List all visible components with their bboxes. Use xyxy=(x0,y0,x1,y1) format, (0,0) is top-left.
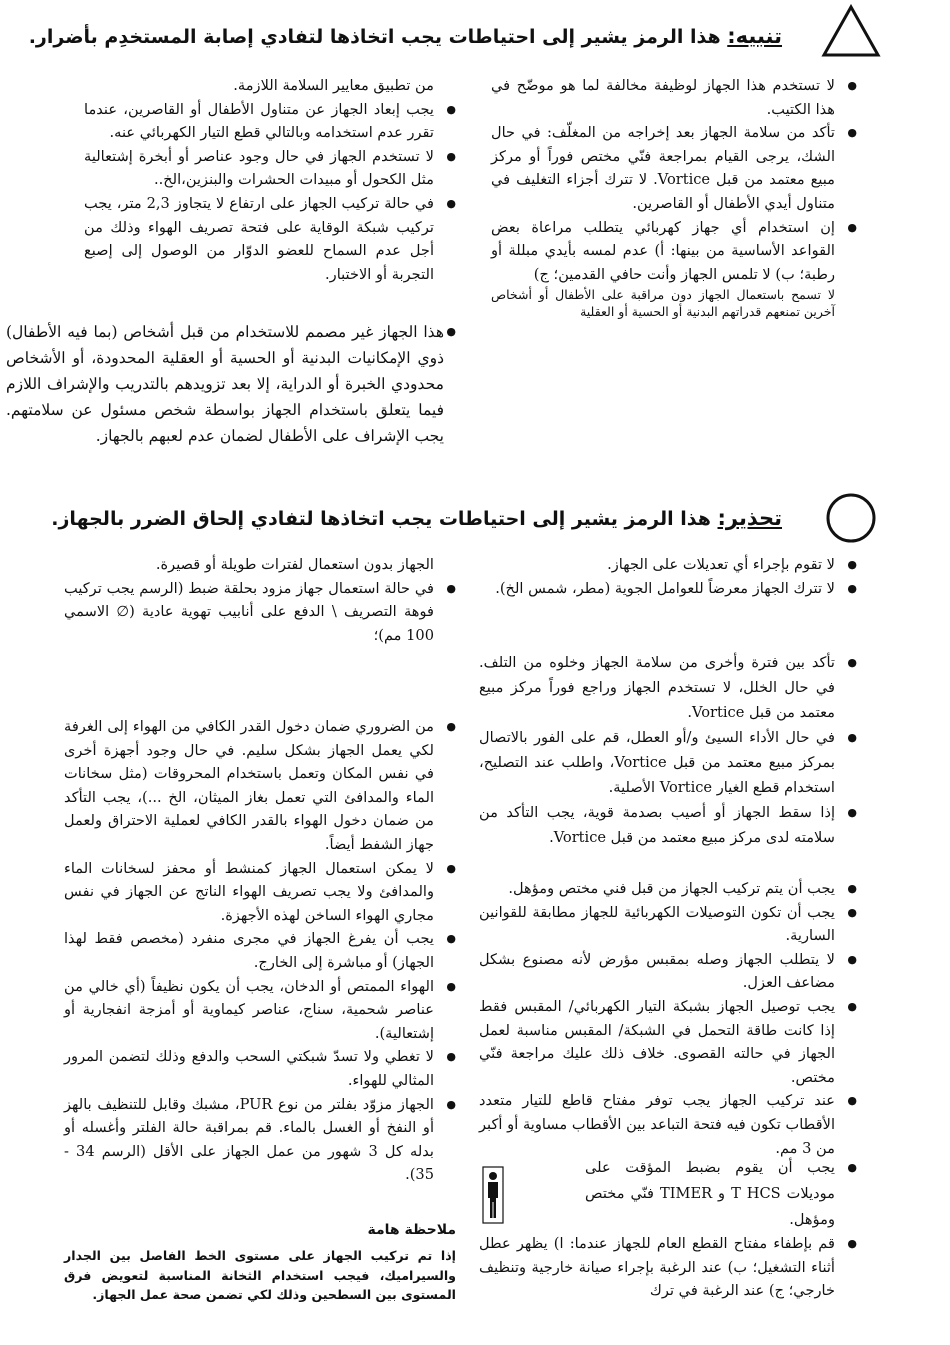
note-heading: ملاحظة هامة xyxy=(367,1222,456,1238)
caution-keyword: تنبيه: xyxy=(727,24,782,48)
warning-item-3: ● تأكد بين فترة وأخرى من سلامة الجهاز وخلوه من التلف. في حال الخلل، لا تستخدم الجهاز وراجع فوراً مركز مبيع معتمد من قبل Vortice. xyxy=(479,650,857,725)
warning-item-1: ● لا تقوم بإجراء أي تعديلات على الجهاز. xyxy=(479,553,857,577)
warning-item-5: ● إذا سقط الجهاز أو أصيب بصدمة قوية، يجب التأكد من سلامته لدى مركز مبيع معتمد من قبل Vortice. xyxy=(479,800,857,850)
warning-right-column-d xyxy=(479,1232,857,1303)
warning-item-13: ● في حالة استعمال جهاز مزود بحلقة ضبط (الرسم يجب تركيب فوهة التصريف \ الدفع على أنابيب تهوية عادية (∅ الاسمي 100 مم)؛ xyxy=(64,577,456,648)
warning-item-4: ● في حال الأداء السيئ و/أو العطل، قم على الفور بالاتصال بمركز مبيع معتمد من قبل Vortice، واطلب عند التصليح، استخدام قطع الغيار Vortice الأصلية. xyxy=(479,725,857,800)
warning-title xyxy=(51,506,782,530)
warning-item-9: ● يجب توصيل الجهاز بشبكة التيار الكهربائي/ المقبس فقط إذا كانت طاقة التحمل في الشبكة/ المقبس مناسبة لعمل الجهاز في حالته القصوى. خلاف ذلك عليك مراجعة فنّي مختص. xyxy=(479,995,857,1089)
caution-item-3-small: لا تسمح باستعمال الجهاز دون مراقبة على الأطفال أو أشخاص آخرين تمنعهم قدراتهم البدنية أو الحسية أو العقلية xyxy=(491,287,835,320)
warning-item-16: ● يجب أن يفرغ الجهاز في مجرى منفرد (مخصص فقط لهذا الجهاز) أو مباشرة إلى الخارج. xyxy=(64,927,456,974)
caution-item-5: ● لا تستخدم الجهاز في حال وجود عناصر أو أبخرة إشتعالية مثل الكحول أو مبيدات الحشرات والبنزين،الخ.. xyxy=(84,145,456,192)
warning-right-column-c xyxy=(479,877,857,1160)
caution-item-6: ● في حالة تركيب الجهاز على ارتفاع لا يتجاوز 2,3 متر، يجب تركيب شبكة الوقاية على فتحة تصريف الهواء وذلك من أجل عدم السماح للعضو الدوّار من الوصول إلى إصبع التجربة أو الاختبار. xyxy=(84,192,456,286)
warning-item-8: ● لا يتطلب الجهاز وصله بمقبس مؤرض لأنه مصنوع بشكل مضاعف العزل. xyxy=(479,948,857,995)
caution-title-text: هذا الرمز يشير إلى احتياطات يجب اتخاذها لتفادي إصابة المستخدِم بأضرار. xyxy=(28,26,728,48)
caution-circle-icon xyxy=(825,492,877,544)
warning-item-14: ● من الضروري ضمان دخول القدر الكافي من الهواء إلى الغرفة لكي يعمل الجهاز بشكل سليم. في حال وجود أجهزة أخرى في نفس المكان وتعمل باستخدام المحروقات (مثل سخانات الماء والمدافئ التي تعمل بغاز الميثان، الخ ...)، يجب التأكد من ضمان دخول الهواء بالقدر الكافي لعملية الاحتراق ولعمل جهاز الشفط أيضاً. xyxy=(64,715,456,857)
warning-item-7: ● يجب أن تكون التوصيلات الكهربائية للجهاز مطابقة للقوانين السارية. xyxy=(479,901,857,948)
warning-left-continuation: الجهاز بدون استعمال لفترات طويلة أو قصيرة. xyxy=(155,556,434,573)
warning-item-19: ● الجهاز مزوّد بفلتر من نوع PUR، مشبك وقابل للتنظيف بالهز أو النفخ أو الغسل بالماء. قم بمراقبة حالة الفلتر وأغسله أو بدله كل 3 شهور من عمل الجهاز على الأقل (الرسم 34 - 35). xyxy=(64,1093,456,1187)
caution-wide-item: ● هذا الجهاز غير مصمم للاستخدام من قبل أشخاص (بما فيه الأطفال) ذوي الإمكانيات البدنية أو الحسية أو العقلية المحدودة، أو الأشخاص محدودي الخبرة أو الدراية، إلا بعد تزويدهم بالتدريب والإشراف اللازم فيما يتعلق باستخدام الجهاز بواسطة شخص مسئول عن سلامتهم. يجب الإشراف على الأطفال لضمان عدم لعبهم بالجهاز. xyxy=(6,319,456,449)
caution-item-3: ● إن استخدام أي جهاز كهربائي يتطلب مراعاة بعض القواعد الأساسية من بينها: أ) عدم لمسه بأيدي مبللة أو رطبة؛ ب) لا تلمس الجهاز وأنت حافي القدمين؛ ج) xyxy=(491,216,857,287)
warning-keyword: تحذير: xyxy=(717,506,782,530)
warning-title-text: هذا الرمز يشير إلى احتياطات يجب اتخاذها لتفادي إلحاق الضرر بالجهاز. xyxy=(51,508,718,530)
note-text: إذا تم تركيب الجهاز على مستوى الخط الفاصل بين الجدار والسيراميك، فيجب استخدام الثخانة المناسبة لتعويض فرق المستوى بين السطحين وذلك لكي تضمن صحة عمل الجهاز. xyxy=(64,1248,456,1302)
warning-left-column-b xyxy=(64,715,456,1187)
warning-item-17: ● الهواء الممتص أو الدخان، يجب أن يكون نظيفاً (أي خالي من عناصر شحمية، سناج، عناصر كيماوية أو أمزجة انفجارية أو إشتعالية). xyxy=(64,975,456,1046)
warning-right-column-b xyxy=(479,650,857,850)
caution-title xyxy=(28,24,782,48)
warning-triangle-icon xyxy=(821,4,881,58)
warning-item-12: ● قم بإطفاء مفتاح القطع العام للجهاز عندما: ا) يظهر عطل أثناء التشغيل؛ ب) عند الرغبة بإجراء صيانة خارجية وتنظيف خارجي؛ ج) عند الرغبة في ترك xyxy=(479,1232,857,1303)
caution-item-1: ● لا تستخدم هذا الجهاز لوظيفة مخالفة لما هو موضّح في هذا الكتيب. xyxy=(491,74,857,121)
caution-item-2: ● تأكد من سلامة الجهاز بعد إخراجه من المغلّف: في حال الشك، يرجى القيام بمراجعة فنّي مختص فوراً أو مركز مبيع معتمد من قبل Vortice. لا تترك أجزاء التغليف في متناول أيدي الأطفال أو القاصرين. xyxy=(491,121,857,215)
caution-right-column xyxy=(491,74,857,320)
technician-icon xyxy=(482,1166,504,1224)
caution-left-continuation: من تطبيق معايير السلامة اللازمة. xyxy=(233,77,434,94)
warning-timer-item: ● يجب أن يقوم بضبط المؤقت على موديلات T HCS و TIMER فنّي مختص ومؤهل. xyxy=(585,1155,857,1233)
warning-item-10: ● عند تركيب الجهاز يجب توفر مفتاح قاطع للتيار متعدد الأقطاب تكون فيه فتحة التباعد بين الأقطاب مساوية أو أكبر من 3 مم. xyxy=(479,1089,857,1160)
warning-item-15: ● لا يمكن استعمال الجهاز كمنشط أو محفز لسخانات الماء والمدافئ ولا يجب تصريف الهواء الناتج عن الجهاز في نفس مجاري الهواء الساخن لهذه الأجهزة. xyxy=(64,857,456,928)
warning-item-6: ● يجب أن يتم تركيب الجهاز من قبل فني مختص ومؤهل. xyxy=(479,877,857,901)
warning-item-2: ● لا تترك الجهاز معرضاً للعوامل الجوية (مطر، شمس الخ). xyxy=(479,577,857,601)
warning-item-18: ● لا تغطي ولا تسدّ شبكتي السحب والدفع وذلك لتضمن المرور المثالي للهواء. xyxy=(64,1045,456,1092)
warning-right-column-a xyxy=(479,553,857,600)
caution-item-4: ● يجب إبعاد الجهاز عن متناول الأطفال أو القاصرين، عندما تقرر عدم استخدامه وبالتالي قطع التيار الكهربائي عنه. xyxy=(84,98,456,145)
caution-left-column xyxy=(84,74,456,286)
warning-left-column-a xyxy=(64,553,456,647)
